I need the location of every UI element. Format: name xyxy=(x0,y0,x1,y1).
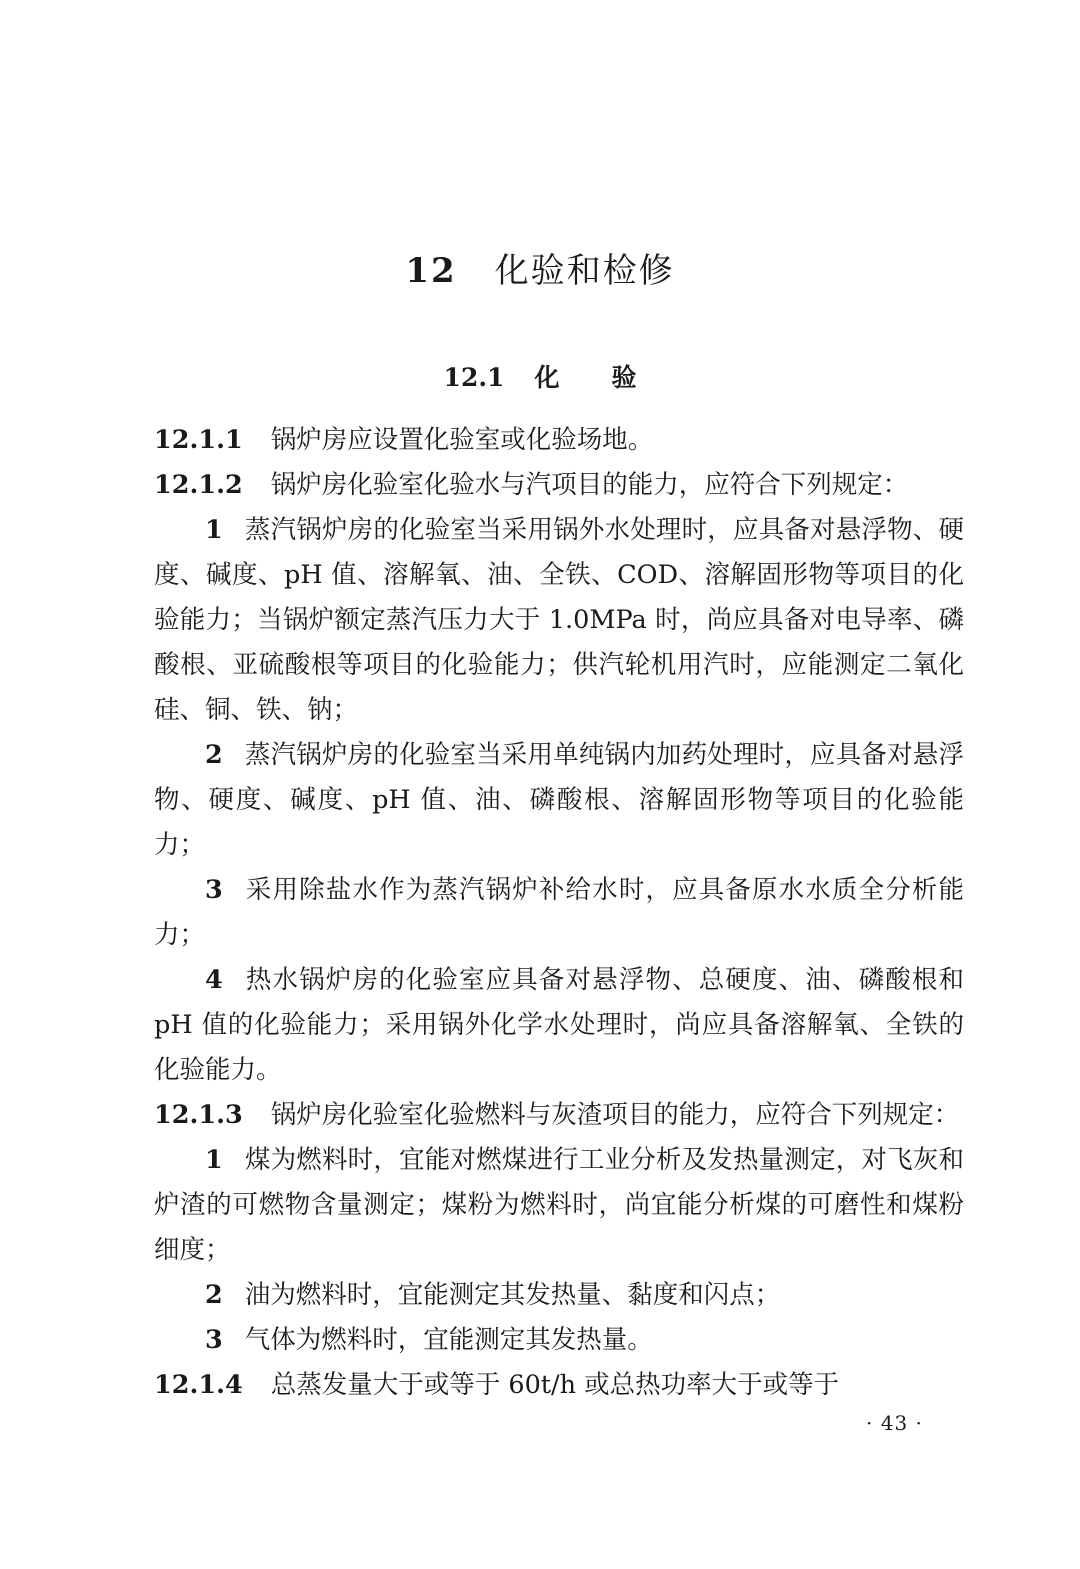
list-item xyxy=(154,733,964,868)
item-text: 蒸汽锅炉房的化验室当采用锅外水处理时，应具备对悬浮物、硬度、碱度、pH 值、溶解氧、油、全铁、COD、溶解固形物等项目的化验能力；当锅炉额定蒸汽压力大于 1.0MPa 时，尚应具备对电导率、磷酸根、亚硫酸根等项目的化验能力；供汽轮机用汽时，应能测定二氧化硅、铜、铁、钠； xyxy=(154,515,964,725)
clause-text: 锅炉房化验室化验水与汽项目的能力，应符合下列规定： xyxy=(270,470,909,500)
clause-number: 12.1.3 xyxy=(154,1100,243,1130)
item-number: 3 xyxy=(205,1325,223,1355)
item-text: 热水锅炉房的化验室应具备对悬浮物、总硬度、油、磷酸根和 pH 值的化验能力；采用锅外化学水处理时，尚应具备溶解氧、全铁的化验能力。 xyxy=(154,965,964,1085)
clause-text: 锅炉房化验室化验燃料与灰渣项目的能力，应符合下列规定： xyxy=(270,1100,960,1130)
clause-number: 12.1.2 xyxy=(154,470,243,500)
list-item xyxy=(154,868,964,958)
clause-number: 12.1.4 xyxy=(154,1370,243,1400)
section-number: 12.1 xyxy=(443,363,505,392)
clause-12-1-4 xyxy=(154,1363,964,1408)
item-number: 1 xyxy=(205,515,223,545)
item-number: 1 xyxy=(205,1145,223,1175)
list-item xyxy=(154,1318,964,1363)
item-text: 煤为燃料时，宜能对燃煤进行工业分析及发热量测定，对飞灰和炉渣的可燃物含量测定；煤粉为燃料时，尚宜能分析煤的可磨性和煤粉细度； xyxy=(154,1145,964,1265)
item-text: 油为燃料时，宜能测定其发热量、黏度和闪点； xyxy=(244,1280,781,1310)
chapter-title xyxy=(0,246,1080,296)
clause-text: 总蒸发量大于或等于 60t/h 或总热功率大于或等于 xyxy=(270,1370,840,1400)
section-title xyxy=(0,358,1080,398)
chapter-name: 化验和检修 xyxy=(494,251,675,291)
clause-12-1-3 xyxy=(154,1093,964,1138)
item-number: 2 xyxy=(205,1280,223,1310)
item-text: 蒸汽锅炉房的化验室当采用单纯锅内加药处理时，应具备对悬浮物、硬度、碱度、pH 值、油、磷酸根、溶解固形物等项目的化验能力； xyxy=(154,740,964,860)
page-number: · 43 · xyxy=(866,1411,923,1435)
clause-number: 12.1.1 xyxy=(154,425,243,455)
item-text: 气体为燃料时，宜能测定其发热量。 xyxy=(244,1325,653,1355)
list-item xyxy=(154,1138,964,1273)
body-text xyxy=(154,418,964,1408)
item-number: 4 xyxy=(205,965,223,995)
list-item xyxy=(154,1273,964,1318)
section-name: 化验 xyxy=(534,363,689,392)
clause-12-1-2 xyxy=(154,463,964,508)
item-number: 2 xyxy=(205,740,223,770)
list-item xyxy=(154,958,964,1093)
chapter-number: 12 xyxy=(405,251,457,291)
clause-12-1-1 xyxy=(154,418,964,463)
item-text: 采用除盐水作为蒸汽锅炉补给水时，应具备原水水质全分析能力； xyxy=(154,875,964,950)
clause-text: 锅炉房应设置化验室或化验场地。 xyxy=(270,425,654,455)
list-item xyxy=(154,508,964,733)
item-number: 3 xyxy=(205,875,223,905)
